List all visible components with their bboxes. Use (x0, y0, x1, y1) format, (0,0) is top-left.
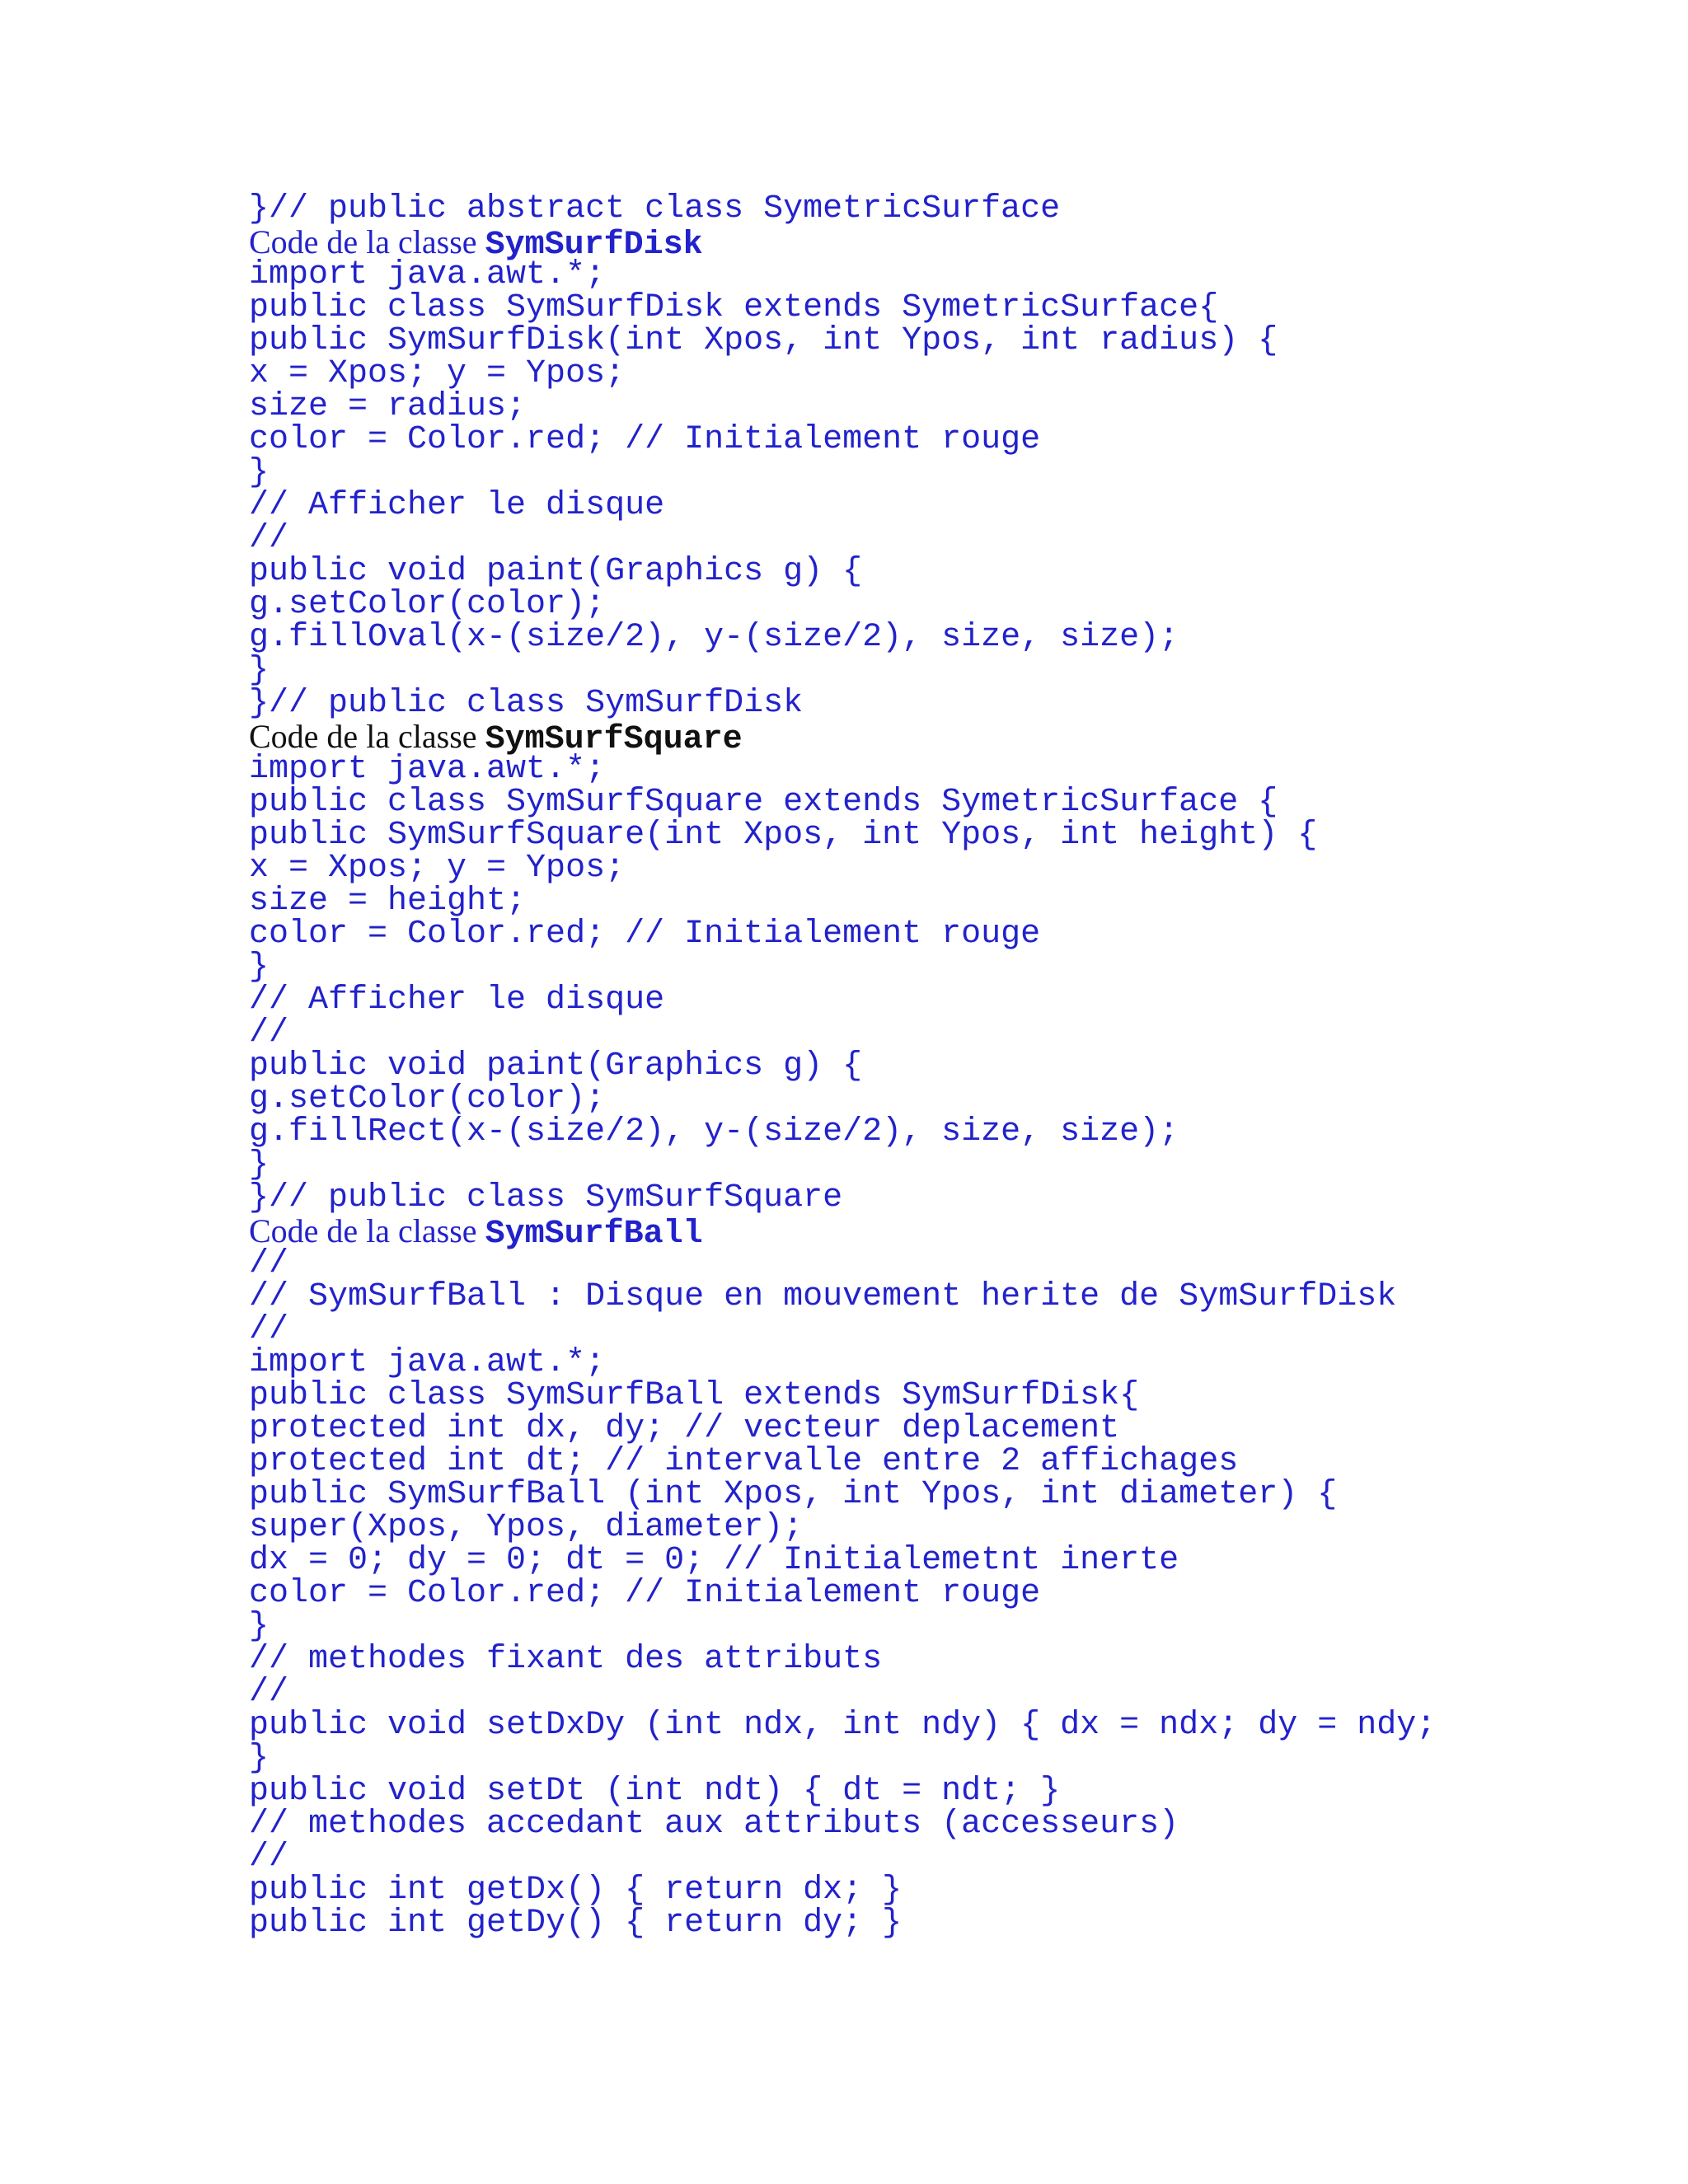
code-line: public SymSurfBall (int Xpos, int Ypos, int diameter) { (249, 1476, 1338, 1513)
document-page (249, 190, 1667, 1942)
code-line: import java.awt.*; (249, 1344, 606, 1381)
heading-prefix: Code de la classe (249, 718, 485, 755)
heading-symsurfball (249, 1212, 1667, 1253)
code-line: // (249, 1674, 289, 1711)
code-line: g.fillOval(x-(size/2), y-(size/2), size, size); (249, 619, 1179, 656)
code-line: public void paint(Graphics g) { (249, 1047, 863, 1085)
code-line: // (249, 1839, 289, 1876)
code-line: // methodes accedant aux attributs (accesseurs) (249, 1806, 1179, 1843)
code-line: // (249, 520, 289, 557)
code-line: // (249, 1015, 289, 1052)
code-line: // (249, 1311, 289, 1348)
code-line: public void setDt (int ndt) { dt = ndt; } (249, 1773, 1061, 1810)
code-line: g.setColor(color); (249, 586, 606, 623)
code-line: // Afficher le disque (249, 487, 665, 524)
code-line: public void paint(Graphics g) { (249, 553, 863, 590)
code-line: public class SymSurfDisk extends SymetricSurface{ (249, 289, 1219, 326)
code-line: // Afficher le disque (249, 982, 665, 1019)
code-line: public class SymSurfSquare extends SymetricSurface { (249, 784, 1278, 821)
heading-class-name: SymSurfSquare (485, 721, 743, 758)
code-line: public SymSurfDisk(int Xpos, int Ypos, int radius) { (249, 322, 1278, 359)
code-block-symsurfdisk (249, 256, 1667, 722)
code-line: size = radius; (249, 388, 527, 425)
code-line: import java.awt.*; (249, 256, 606, 293)
code-line: import java.awt.*; (249, 751, 606, 788)
code-line: g.fillRect(x-(size/2), y-(size/2), size, size); (249, 1113, 1179, 1151)
code-line: }// public class SymSurfSquare (249, 1179, 843, 1216)
code-line: } (249, 652, 270, 689)
heading-class-name: SymSurfBall (485, 1216, 703, 1253)
code-line: x = Xpos; y = Ypos; (249, 850, 626, 887)
code-line: } (249, 1608, 270, 1645)
heading-prefix: Code de la classe (249, 223, 485, 260)
heading-prefix: Code de la classe (249, 1212, 485, 1249)
code-line: super(Xpos, Ypos, diameter); (249, 1509, 804, 1546)
code-line: public int getDy() { return dy; } (249, 1905, 903, 1942)
code-line: } (249, 949, 270, 986)
code-line: dx = 0; dy = 0; dt = 0; // Initialemetnt inerte (249, 1542, 1179, 1579)
code-line: size = height; (249, 883, 527, 920)
code-line: }// public abstract class SymetricSurface (249, 190, 1061, 227)
code-line: color = Color.red; // Initialement rouge (249, 421, 1041, 458)
code-block-symsurfsquare (249, 753, 1667, 1215)
code-line: // SymSurfBall : Disque en mouvement herite de SymSurfDisk (249, 1278, 1397, 1315)
code-block-surface-tail (249, 190, 1667, 227)
code-line: public void setDxDy (int ndx, int ndy) { dx = ndx; dy = ndy; (249, 1707, 1437, 1744)
code-line: x = Xpos; y = Ypos; (249, 355, 626, 392)
code-line: protected int dx, dy; // vecteur deplacement (249, 1410, 1120, 1447)
code-line: color = Color.red; // Initialement rouge (249, 916, 1041, 953)
code-line: // methodes fixant des attributs (249, 1641, 883, 1678)
code-line: } (249, 1146, 270, 1183)
code-line: g.setColor(color); (249, 1080, 606, 1118)
heading-class-name: SymSurfDisk (485, 227, 703, 264)
code-line: color = Color.red; // Initialement rouge (249, 1575, 1041, 1612)
code-line: protected int dt; // intervalle entre 2 affichages (249, 1443, 1239, 1480)
code-line: } (249, 454, 270, 491)
code-line: public class SymSurfBall extends SymSurfDisk{ (249, 1377, 1140, 1414)
heading-symsurfsquare (249, 718, 1667, 758)
code-line: // (249, 1245, 289, 1282)
code-line: }// public class SymSurfDisk (249, 685, 804, 722)
code-line: public SymSurfSquare(int Xpos, int Ypos, int height) { (249, 817, 1318, 854)
code-block-symsurfball (249, 1245, 1667, 1942)
code-line: public int getDx() { return dx; } (249, 1872, 903, 1909)
heading-symsurfdisk (249, 223, 1667, 264)
code-line: } (249, 1740, 270, 1777)
